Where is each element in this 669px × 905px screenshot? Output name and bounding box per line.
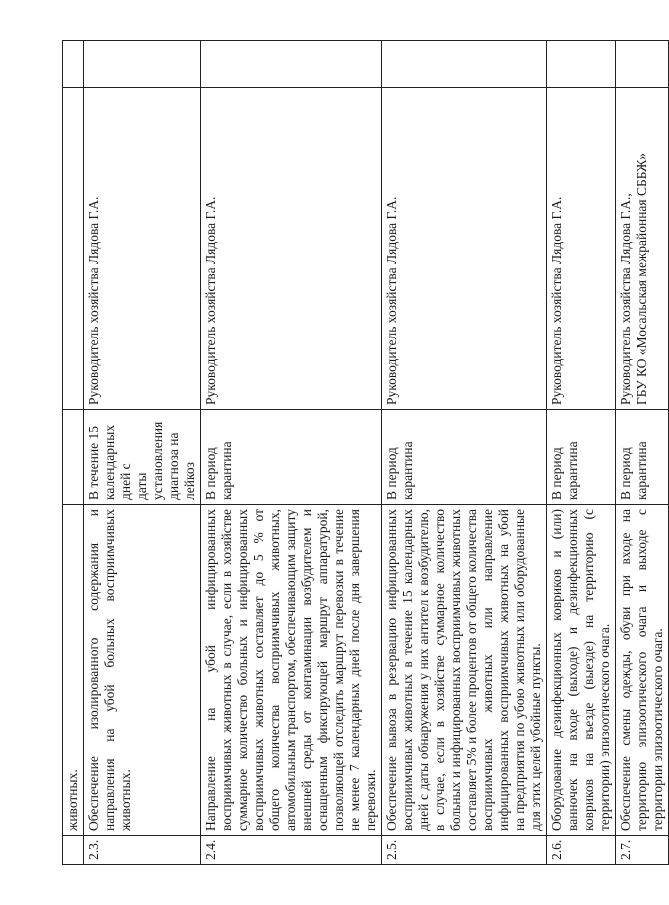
measures-table xyxy=(62,40,669,865)
cell-extra xyxy=(84,41,201,88)
table-row xyxy=(84,41,201,865)
cell-responsible: Руководитель хозяйства Лядова Г.А. xyxy=(547,88,616,410)
cell-term: В период карантина xyxy=(547,410,616,505)
table-row xyxy=(201,41,382,865)
term-line: диагноза на лейкоз xyxy=(166,432,197,500)
cell-extra xyxy=(63,41,84,88)
cell-extra xyxy=(201,41,382,88)
cell-num: 2.5. xyxy=(382,836,547,865)
cell-text: Оборудование дезинфекционных ковриков и (или) ванночек на входе (выходе) и дезинфекционных ковриков на въезде (выезде) на территорию (с территории) эпизоотического очага. xyxy=(547,505,616,836)
cell-responsible xyxy=(616,88,669,410)
table-row xyxy=(382,41,547,865)
cell-extra xyxy=(382,41,547,88)
cell-text: Обеспечение изолированного содержания и направления на убой больных восприимчивых животных. xyxy=(84,505,201,836)
cell-term xyxy=(84,410,201,505)
responsible-line: ГБУ КО «Мосальская межрайонная СББЖ» xyxy=(634,152,649,405)
cell-num: 2.3. xyxy=(84,836,201,865)
cell-term: В период карантина xyxy=(201,410,382,505)
cell-term: В период карантина xyxy=(382,410,547,505)
cell-num: 2.4. xyxy=(201,836,382,865)
cell-text: Направление на убой инфицированных восприимчивых животных в случае, если в хозяйстве суммарное количество больных и инфицированных восприимчивых животных составляет до 5 % от общего количества восприимчивых животных, автомобильным транспортом, обеспечивающим защиту внешней среды от контаминации возбудителем и оснащенным фиксирующей маршрут аппаратурой, позволяющей отследить маршрут перевозки в течение не менее 7 календарных дней после дня завершения перевозки. xyxy=(201,505,382,836)
cell-responsible: Руководитель хозяйства Лядова Г.А. xyxy=(201,88,382,410)
table-row xyxy=(547,41,616,865)
table-row-continuation xyxy=(63,41,84,865)
cell-text: Обеспечение смены одежды, обуви при входе на территорию эпизоотического очага и выходе с территории эпизоотического очага. xyxy=(616,505,669,836)
responsible-line: Руководитель хозяйства Лядова Г.А., xyxy=(618,193,633,405)
cell-responsible: Руководитель хозяйства Лядова Г.А. xyxy=(382,88,547,410)
cell-extra xyxy=(547,41,616,88)
cell-num: 2.6. xyxy=(547,836,616,865)
term-line: даты установления xyxy=(134,421,165,500)
cell-term: В период карантина xyxy=(616,410,669,505)
cell-num: 2.7. xyxy=(616,836,669,865)
cell-text: Обеспечение вывоза в резервацию инфицированных восприимчивых животных в течение 15 календарных дней с даты обнаружения у них антител к возбудителю, в случае, если в хозяйстве суммарное количество больных и инфицированных восприимчивых животных составляет 5% и более процентов от общего количества восприимчивых животных или направление инфицированных восприимчивых животных на убой на предприятия по убою животных или оборудованные для этих целей убойные пункты. xyxy=(382,505,547,836)
cell-term xyxy=(63,410,84,505)
cell-num xyxy=(63,836,84,865)
table-row xyxy=(616,41,669,865)
term-line: В течение 15 xyxy=(86,425,101,500)
cell-responsible: Руководитель хозяйства Лядова Г.А. xyxy=(84,88,201,410)
cell-text: животных. xyxy=(63,505,84,836)
term-line: календарных дней с xyxy=(102,424,133,500)
cell-extra xyxy=(616,41,669,88)
cell-responsible xyxy=(63,88,84,410)
